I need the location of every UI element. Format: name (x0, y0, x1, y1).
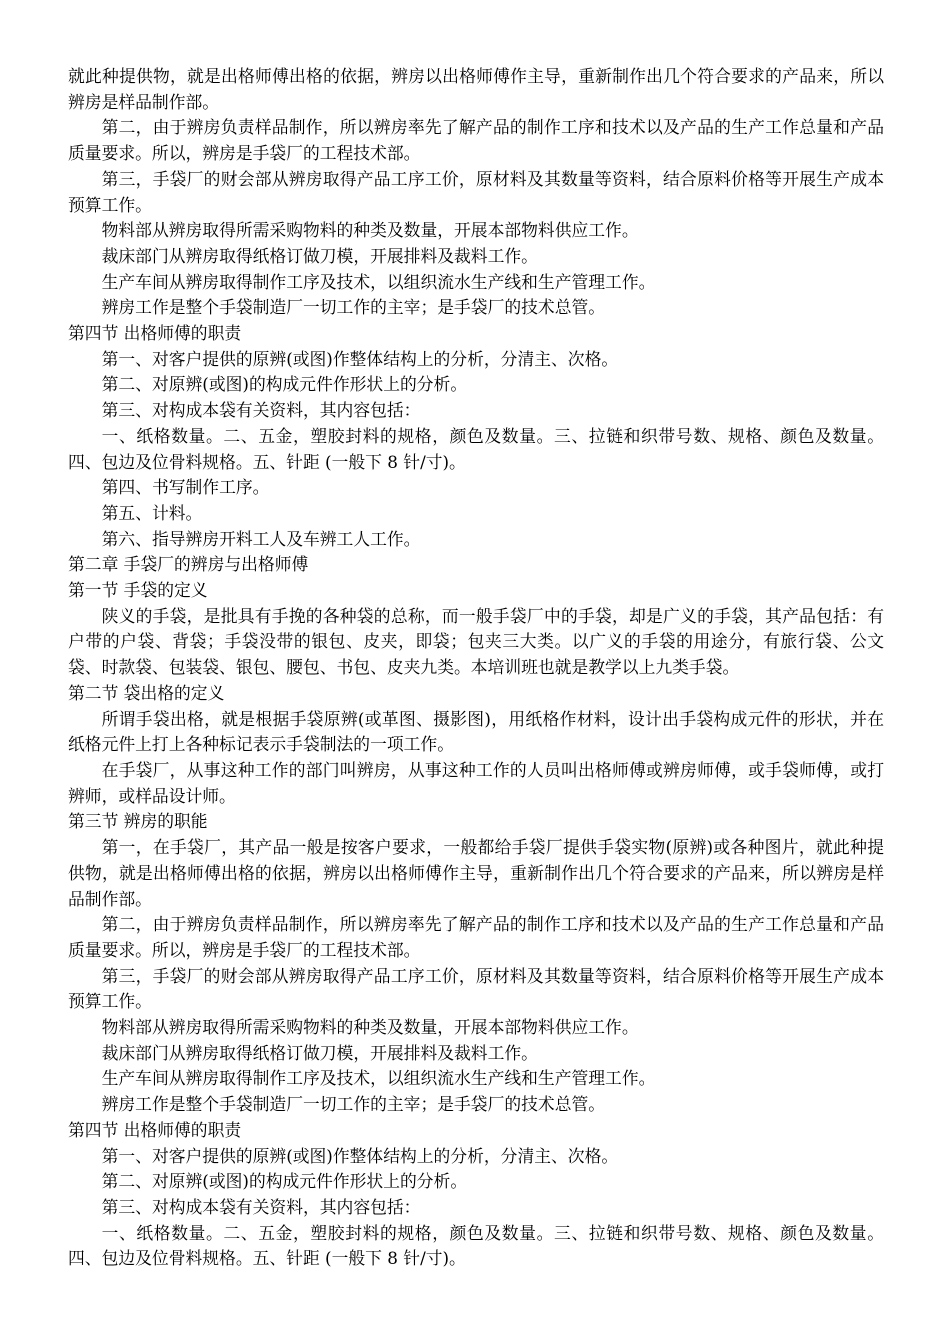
body-paragraph: 一、纸格数量。二、五金，塑胶封料的规格，颜色及数量。三、拉链和织带号数、规格、颜色及数量。 四、包边及位骨料规格。五、针距 (一般下 8 针/寸)。 (68, 1222, 884, 1269)
body-paragraph: 第二、对原辨(或图)的构成元件作形状上的分析。 (101, 374, 468, 395)
body-paragraph: 第四、书写制作工序。 (101, 477, 270, 498)
body-paragraph: 物料部从辨房取得所需采购物料的种类及数量，开展本部物料供应工作。 (101, 1017, 639, 1038)
body-paragraph: 生产车间从辨房取得制作工序及技术，以组织流水生产线和生产管理工作。 (101, 1068, 656, 1089)
body-paragraph: 第一、对客户提供的原辨(或图)作整体结构上的分析，分清主、次格。 (101, 1145, 619, 1166)
body-paragraph: 在手袋厂，从事这种工作的部门叫辨房，从事这种工作的人员叫出格师傅或辨房师傅，或手袋师傅，或打辨师，或样品设计师。 (68, 759, 884, 806)
body-paragraph: 就此种提供物，就是出格师傅出格的依据，辨房以出格师傅作主导，重新制作出几个符合要求的产品来，所以辨房是样品制作部。 (68, 66, 884, 112)
body-paragraph: 第三、对构成本袋有关资料，其内容包括： (101, 1196, 421, 1217)
body-paragraph: 所谓手袋出格，就是根据手袋原辨(或革图、摄影图)，用纸格作材料，设计出手袋构成元件的形状，并在纸格元件上打上各种标记表示手袋制法的一项工作。 (68, 708, 884, 755)
body-paragraph: 辨房工作是整个手袋制造厂一切工作的主宰；是手袋厂的技术总管。 (101, 297, 606, 318)
body-paragraph: 陕义的手袋，是批具有手挽的各种袋的总称，而一般手袋厂中的手袋，却是广义的手袋，其产品包括：有户带的户袋、背袋；手袋没带的银包、皮夹，即袋；包夹三大类。以广义的手袋的用途分，有旅行袋、公文袋、时款袋、包装袋、银包、腰包、书包、皮夹九类。本培训班也就是教学以上九类手袋。 (68, 605, 884, 678)
body-paragraph: 第二，由于辨房负责样品制作，所以辨房率先了解产品的制作工序和技术以及产品的生产工作总量和产品质量要求。所以，辨房是手袋厂的工程技术部。 (68, 117, 884, 164)
section-heading: 第二节 袋出格的定义 (68, 682, 225, 703)
section-heading: 第三节 辨房的职能 (68, 811, 208, 832)
body-paragraph: 第三、对构成本袋有关资料，其内容包括： (101, 400, 421, 421)
section-heading: 第一节 手袋的定义 (68, 580, 208, 601)
body-paragraph: 第一、对客户提供的原辨(或图)作整体结构上的分析，分清主、次格。 (101, 348, 619, 369)
body-paragraph: 辨房工作是整个手袋制造厂一切工作的主宰；是手袋厂的技术总管。 (101, 1094, 606, 1115)
body-paragraph: 生产车间从辨房取得制作工序及技术，以组织流水生产线和生产管理工作。 (101, 271, 656, 292)
section-heading: 第二章 手袋厂的辨房与出格师傅 (68, 554, 309, 575)
body-paragraph: 第二、对原辨(或图)的构成元件作形状上的分析。 (101, 1171, 468, 1192)
body-paragraph: 第一，在手袋厂，其产品一般是按客户要求，一般都给手袋厂提供手袋实物(原辨)或各种图片，就此种提供物，就是出格师傅出格的依据，辨房以出格师傅作主导，重新制作出几个符合要求的产品来，所以辨房是样品制作部。 (68, 837, 884, 909)
body-paragraph: 第六、指导辨房开料工人及车辨工人工作。 (101, 528, 421, 549)
body-paragraph: 裁床部门从辨房取得纸格订做刀模，开展排料及裁料工作。 (101, 1042, 538, 1063)
body-paragraph: 物料部从辨房取得所需采购物料的种类及数量，开展本部物料供应工作。 (101, 220, 639, 241)
section-heading: 第四节 出格师傅的职责 (68, 323, 242, 344)
body-paragraph: 第二，由于辨房负责样品制作，所以辨房率先了解产品的制作工序和技术以及产品的生产工作总量和产品质量要求。所以，辨房是手袋厂的工程技术部。 (68, 914, 884, 960)
document-page (68, 64, 884, 1272)
body-paragraph: 一、纸格数量。二、五金，塑胶封料的规格，颜色及数量。三、拉链和织带号数、规格、颜色及数量。 四、包边及位骨料规格。五、针距 (一般下 8 针/寸)。 (68, 425, 884, 472)
section-heading: 第四节 出格师傅的职责 (68, 1119, 242, 1140)
body-paragraph: 裁床部门从辨房取得纸格订做刀模，开展排料及裁料工作。 (101, 245, 538, 266)
body-paragraph: 第三，手袋厂的财会部从辨房取得产品工序工价，原材料及其数量等资料，结合原料价格等开展生产成本预算工作。 (68, 168, 884, 215)
body-paragraph: 第三，手袋厂的财会部从辨房取得产品工序工价，原材料及其数量等资料，结合原料价格等开展生产成本预算工作。 (68, 965, 884, 1012)
body-paragraph: 第五、计料。 (101, 502, 203, 523)
